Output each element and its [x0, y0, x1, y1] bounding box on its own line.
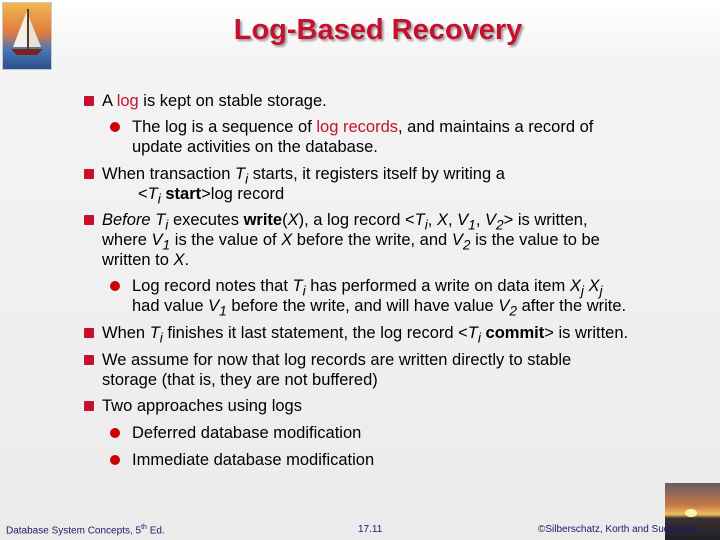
bullet-commit: When $T_i$ finishes it last statement, the log record $<T_i$ commit> is written.	[102, 324, 629, 346]
round-bullet-icon	[110, 281, 120, 291]
square-bullet-icon	[84, 401, 94, 411]
sub-bullet-log-records-line2: update activities on the database.	[132, 138, 378, 156]
sub-bullet-log-record-notes-line2: had value $V_1$ before the write, and will have value $V_2$ after the write.	[132, 297, 627, 319]
bullet-two-approaches: Two approaches using logs	[102, 397, 302, 415]
bullet-transaction-start-line2: $<T_i$ start>log record	[138, 185, 285, 207]
bullet-before-write-line3: written to X.	[102, 251, 190, 269]
footer-copyright: ©Silberschatz, Korth and Sudarshan	[538, 524, 700, 535]
slide-title: Log-Based Recovery	[233, 14, 523, 46]
bullet-before-write-line2: where $V_1$ is the value of X before the write, and $V_2$ is the value to be	[102, 231, 600, 253]
bullet-transaction-start: When transaction $T_i$ starts, it registers itself by writing a	[102, 165, 505, 187]
square-bullet-icon	[84, 328, 94, 338]
square-bullet-icon	[84, 169, 94, 179]
sub-bullet-log-records: The log is a sequence of log records, and maintains a record of	[132, 118, 594, 136]
sub-bullet-immediate: Immediate database modification	[132, 451, 375, 469]
bullet-before-write: Before $T_i$ executes write(X), a log record $<T_i$, X, $V_1$, $V_2>$ is written,	[102, 211, 588, 233]
sub-bullet-log-record-notes: Log record notes that $T_i$ has performed a write on data item $X_j$ $X_j$	[132, 277, 603, 299]
round-bullet-icon	[110, 428, 120, 438]
round-bullet-icon	[110, 455, 120, 465]
square-bullet-icon	[84, 355, 94, 365]
footer-left: Database System Concepts, 5th Ed.	[6, 524, 165, 537]
bullet-assumption-line2: storage (that is, they are not buffered)	[102, 371, 378, 389]
square-bullet-icon	[84, 96, 94, 106]
sub-bullet-deferred: Deferred database modification	[132, 424, 362, 442]
round-bullet-icon	[110, 122, 120, 132]
footer-page-number: 17.11	[358, 524, 383, 535]
bullet-assumption: We assume for now that log records are written directly to stable	[102, 351, 572, 369]
bullet-log-stable: A log is kept on stable storage.	[102, 92, 327, 110]
square-bullet-icon	[84, 215, 94, 225]
